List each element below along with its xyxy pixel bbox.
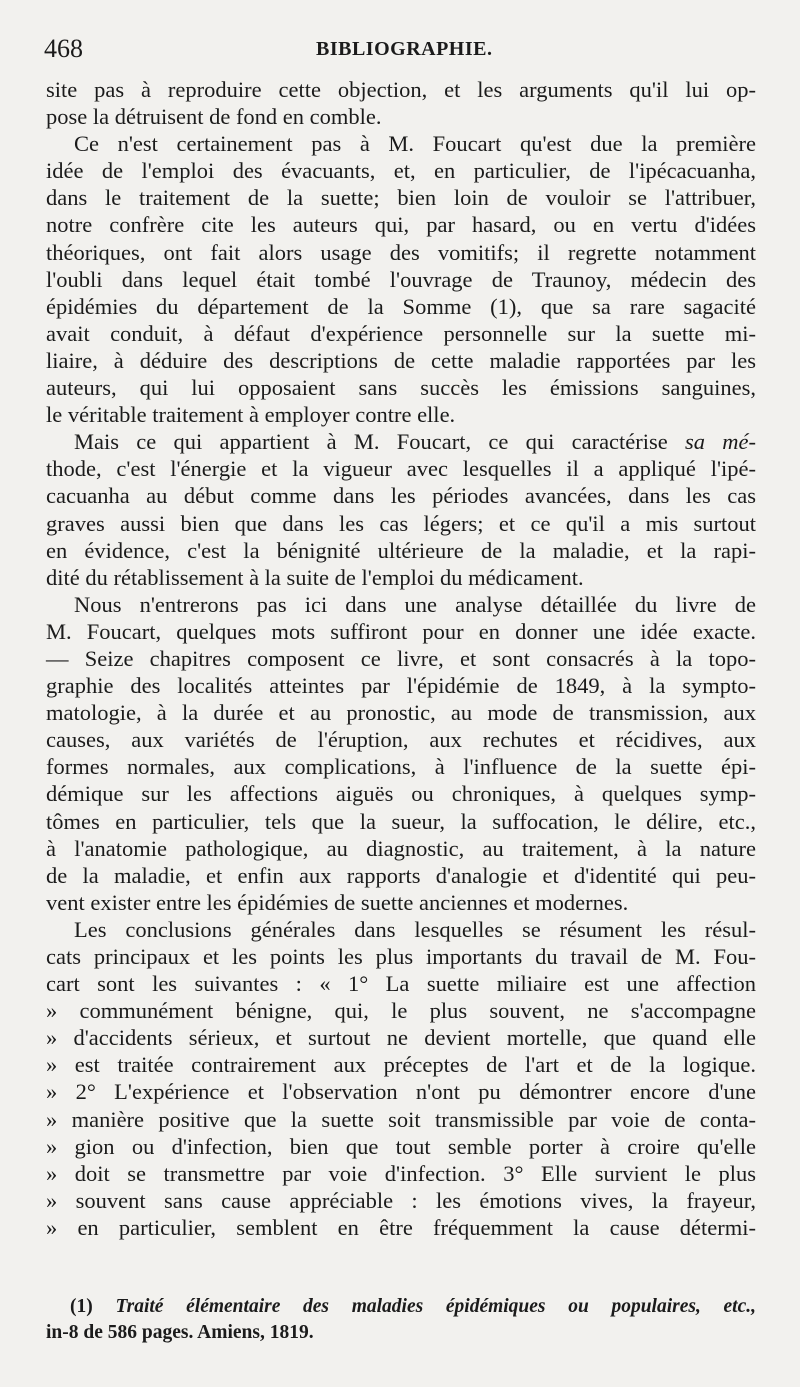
text-line: de la maladie, et enfin aux rapports d'analogie et d'identité qui peu- (46, 862, 756, 888)
page-number: 468 (44, 34, 83, 63)
text-line: avait conduit, à défaut d'expérience personnelle sur la suette mi- (46, 320, 756, 346)
text-line: » en particulier, semblent en être fréquemment la cause détermi- (46, 1214, 756, 1240)
text-line: pose la détruisent de fond en comble. (46, 104, 382, 130)
text-line: site pas à reproduire cette objection, et les arguments qu'il lui op- (46, 77, 756, 102)
text-line: démique sur les affections aiguës ou chroniques, à quelques symp- (46, 781, 756, 807)
text-line: » manière positive que la suette soit transmissible par voie de conta- (46, 1106, 756, 1132)
text-line: idée de l'emploi des évacuants, et, en particulier, de l'ipécacuanha, (46, 158, 756, 184)
text-line: dité du rétablissement à la suite de l'emploi du médicament. (46, 564, 584, 590)
text-line: » souvent sans cause appréciable : les émotions vives, la frayeur, (46, 1187, 756, 1213)
text-line: notre confrère cite les auteurs qui, par hasard, ou en vertu d'idées (46, 212, 756, 238)
running-header (44, 34, 760, 68)
text-line: » communément bénigne, qui, le plus souvent, ne s'accompagne (46, 998, 756, 1024)
text-line: thode, c'est l'énergie et la vigueur avec lesquelles il a appliqué l'ipé- (46, 456, 756, 482)
text-line: théoriques, ont fait alors usage des vomitifs; il regrette notamment (46, 239, 756, 265)
body-text (46, 76, 756, 1241)
text-line (46, 428, 756, 455)
text-line: causes, aux variétés de l'éruption, aux rechutes et récidives, aux (46, 727, 756, 753)
text-line: graphie des localités atteintes par l'épidémie de 1849, à la sympto- (46, 673, 756, 699)
text-line: dans le traitement de la suette; bien loin de vouloir se l'attribuer, (46, 185, 756, 211)
footnote-details: in-8 de 586 pages. Amiens, 1819. (46, 1322, 314, 1343)
text-line: Ce n'est certainement pas à M. Foucart qu'est due la première (74, 131, 756, 157)
text-line: formes normales, aux complications, à l'influence de la suette épi- (46, 754, 756, 780)
text-line: graves aussi bien que dans les cas légers; et ce qu'il a mis surtout (46, 510, 756, 536)
text-line: cacuanha au début comme dans les périodes avancées, dans les cas (46, 483, 756, 509)
italic-fragment: sa mé- (685, 429, 756, 455)
text-line: — Seize chapitres composent ce livre, et sont consacrés à la topo- (46, 645, 756, 671)
text-line: matologie, à la durée et au pronostic, au mode de transmission, aux (46, 700, 756, 726)
text-line: cart sont les suivantes : « 1° La suette miliaire est une affection (46, 971, 756, 997)
text-line: » gion ou d'infection, bien que tout semble porter à croire qu'elle (46, 1133, 756, 1159)
footnote (46, 1294, 756, 1346)
text-line: Les conclusions générales dans lesquelles se résument les résul- (74, 916, 756, 942)
footnote-marker: (1) (70, 1296, 93, 1317)
text-line: vent exister entre les épidémies de suette anciennes et modernes. (46, 889, 629, 915)
text-line: en évidence, c'est la bénignité ultérieure de la maladie, et la rapi- (46, 537, 756, 563)
text-line: le véritable traitement à employer contre elle. (46, 402, 456, 428)
text-line: Nous n'entrerons pas ici dans une analyse détaillée du livre de (74, 591, 756, 617)
running-title: BIBLIOGRAPHIE. (316, 38, 493, 60)
text-line: à l'anatomie pathologique, au diagnostic, au traitement, à la nature (46, 835, 756, 861)
text-line-roman: Mais ce qui appartient à M. Foucart, ce qui caractérise (74, 429, 668, 455)
text-line: » est traitée contrairement aux préceptes de l'art et de la logique. (46, 1052, 756, 1078)
footnote-line (46, 1294, 756, 1320)
text-line: tômes en particulier, tels que la sueur, la suffocation, le délire, etc., (46, 808, 756, 834)
text-line: auteurs, qui lui opposaient sans succès les émissions sanguines, (46, 375, 756, 401)
footnote-title: Traité élémentaire des maladies épidémiques ou populaires, etc., (115, 1296, 756, 1317)
text-line: liaire, à déduire des descriptions de cette maladie rapportées par les (46, 347, 756, 373)
text-line: épidémies du département de la Somme (1), que sa rare sagacité (46, 293, 756, 319)
text-line: » 2° L'expérience et l'observation n'ont pu démontrer encore d'une (46, 1079, 756, 1105)
text-line: l'oubli dans lequel était tombé l'ouvrage de Traunoy, médecin des (46, 266, 756, 292)
text-line: M. Foucart, quelques mots suffiront pour en donner une idée exacte. (46, 618, 756, 644)
text-line: cats principaux et les points les plus importants du travail de M. Fou- (46, 944, 756, 969)
text-line: » doit se transmettre par voie d'infection. 3° Elle survient le plus (46, 1160, 756, 1186)
text-line: » d'accidents sérieux, et surtout ne devient mortelle, que quand elle (46, 1025, 756, 1051)
